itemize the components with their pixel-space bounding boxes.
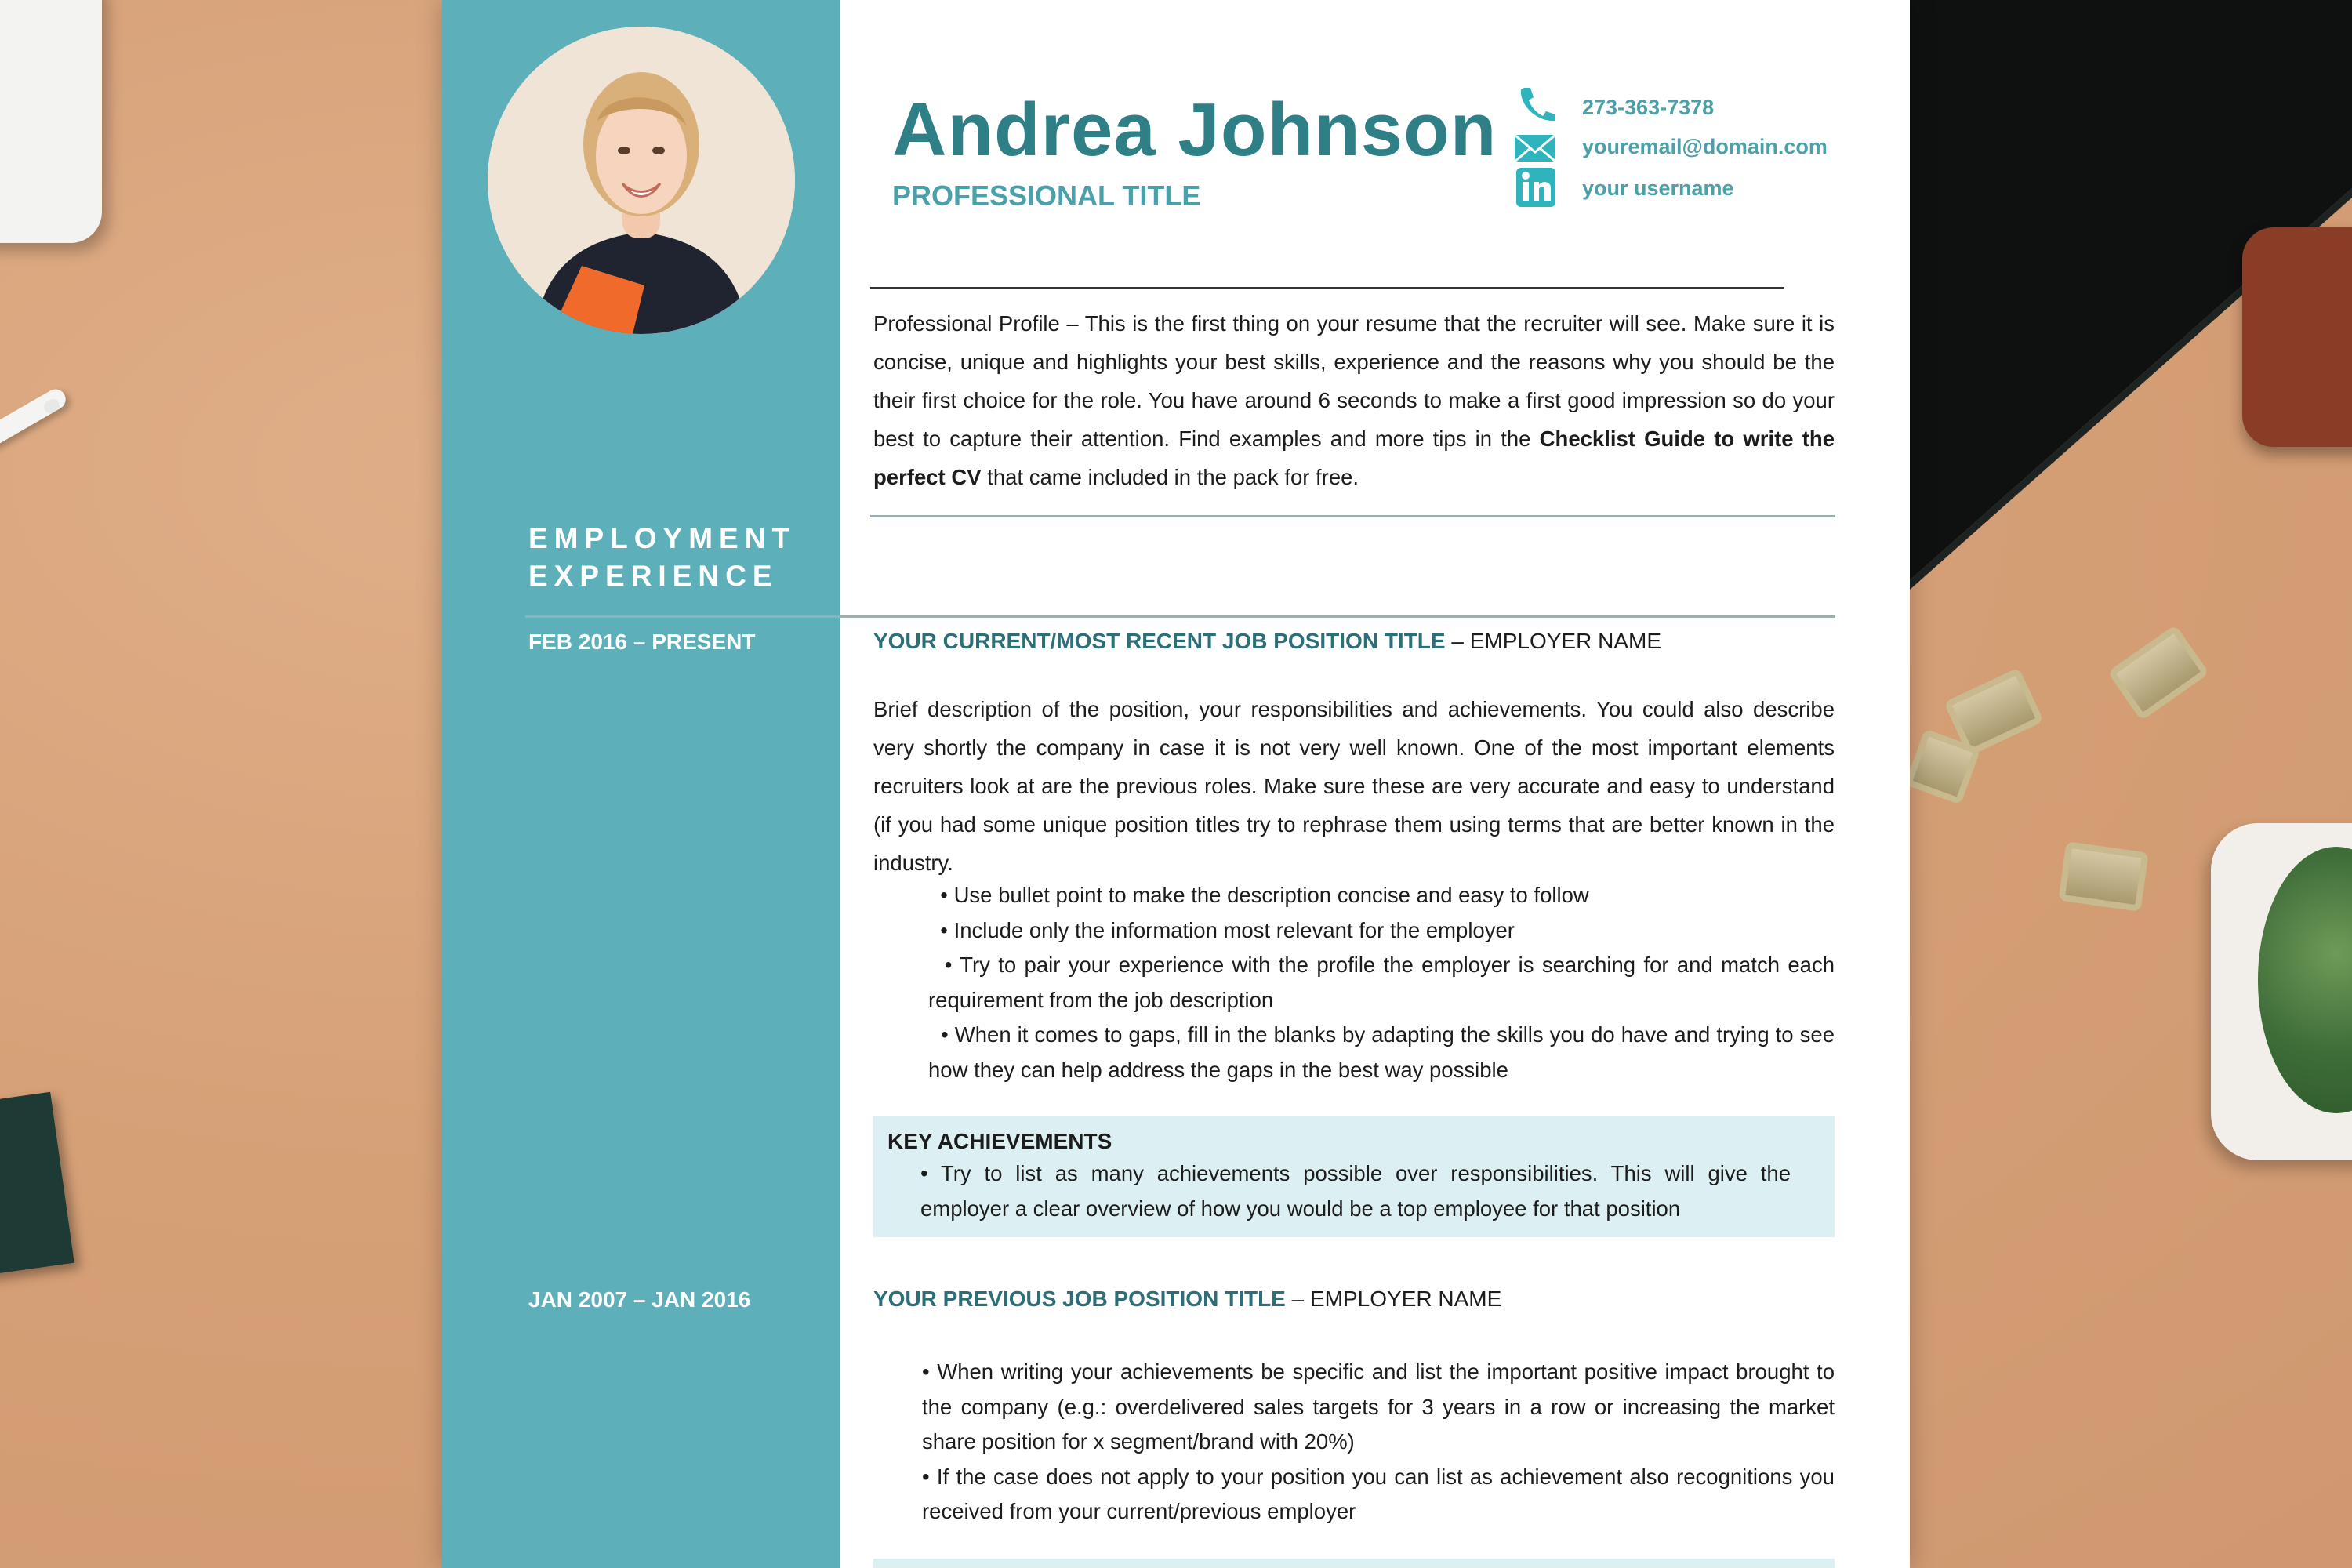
profile-text: Professional Profile – This is the first thing on your resume that the recruiter will see. Make sure it is concise, unique and highlights your best skills, experience and the reasons why you should be the their first choice for the role. You have around 6 seconds to make a first good impression so do your best to capture their attention. Find examples and more tips in the bbox=[873, 311, 1835, 451]
job-responsibilities-list bbox=[928, 878, 1835, 1087]
job-position-title: YOUR PREVIOUS JOB POSITION TITLE bbox=[873, 1287, 1286, 1311]
list-item: • Try to pair your experience with the profile the employer is searching for and match each requirement from the job description bbox=[928, 953, 1835, 1012]
linkedin-username[interactable]: your username bbox=[1582, 176, 1734, 200]
profile-tail-text: that came included in the pack for free. bbox=[981, 465, 1359, 489]
section-divider bbox=[525, 615, 1835, 618]
key-achievements-heading: KEY ACHIEVEMENTS bbox=[887, 1129, 1112, 1153]
list-item: • Include only the information most relevant for the employer bbox=[928, 917, 1515, 942]
profile-guide-link-text: Checklist Guide to write the perfect CV bbox=[873, 426, 1835, 489]
job-dates: JAN 2007 – JAN 2016 bbox=[528, 1287, 751, 1312]
job-title bbox=[873, 1288, 1501, 1310]
list-item: • When writing your achievements be specific and list the important positive impact brought to the company (e.g.: overdelivered sales targets for 3 years in a row or increasing the market share position for x segment/brand with 20%) bbox=[922, 1359, 1835, 1454]
list-item: • When it comes to gaps, fill in the blanks by adapting the skills you do have and trying to see how they can help address the gaps in the best way possible bbox=[928, 1022, 1835, 1082]
job-position-title: YOUR CURRENT/MOST RECENT JOB POSITION TITLE bbox=[873, 629, 1446, 653]
job-achievements-list bbox=[922, 1355, 1835, 1530]
profile-photo bbox=[488, 27, 795, 334]
list-item: • Use bullet point to make the description concise and easy to follow bbox=[928, 883, 1589, 907]
envelope-icon bbox=[1513, 129, 1557, 168]
section-heading-experience: EXPERIENCE bbox=[528, 560, 779, 592]
linkedin-icon bbox=[1513, 168, 1557, 207]
laptop-corner-decoration bbox=[0, 0, 102, 243]
achievement-item: • Try to list as many achievements possible over responsibilities. This will give the employer a clear overview of how you would be a top employee for that position bbox=[920, 1161, 1791, 1221]
list-item: • If the case does not apply to your position you can list as achievement also recognitions you received from your current/previous employer bbox=[922, 1464, 1835, 1523]
portrait-icon bbox=[488, 27, 795, 334]
header-divider bbox=[870, 287, 1784, 289]
phone-number[interactable]: 273-363-7378 bbox=[1582, 96, 1715, 119]
jar-decoration bbox=[2242, 227, 2352, 447]
binder-clip-icon bbox=[2058, 841, 2149, 912]
phone-icon bbox=[1513, 85, 1557, 124]
key-achievements-box bbox=[873, 1116, 1835, 1237]
job-dates: FEB 2016 – PRESENT bbox=[528, 630, 756, 654]
profile-divider bbox=[870, 515, 1835, 517]
professional-title: PROFESSIONAL TITLE bbox=[892, 180, 1201, 212]
job-employer: – EMPLOYER NAME bbox=[1285, 1287, 1502, 1311]
professional-profile bbox=[873, 304, 1835, 496]
email-address[interactable]: youremail@domain.com bbox=[1582, 135, 1828, 158]
job-employer: – EMPLOYER NAME bbox=[1445, 629, 1661, 653]
candidate-name: Andrea Johnson bbox=[892, 88, 1497, 172]
job-title bbox=[873, 630, 1661, 652]
job-description: Brief description of the position, your responsibilities and achievements. You could also describe very shortly the company in case it is not very well known. One of the most important elements recruiters look at are the previous roles. Make sure these are very accurate and easy to understand (if you had some unique position titles try to rephrase them using terms that are better known in the industry. bbox=[873, 697, 1835, 875]
next-section-box bbox=[873, 1559, 1835, 1568]
resume-page bbox=[442, 0, 1910, 1568]
section-heading-employment: EMPLOYMENT bbox=[528, 522, 797, 554]
